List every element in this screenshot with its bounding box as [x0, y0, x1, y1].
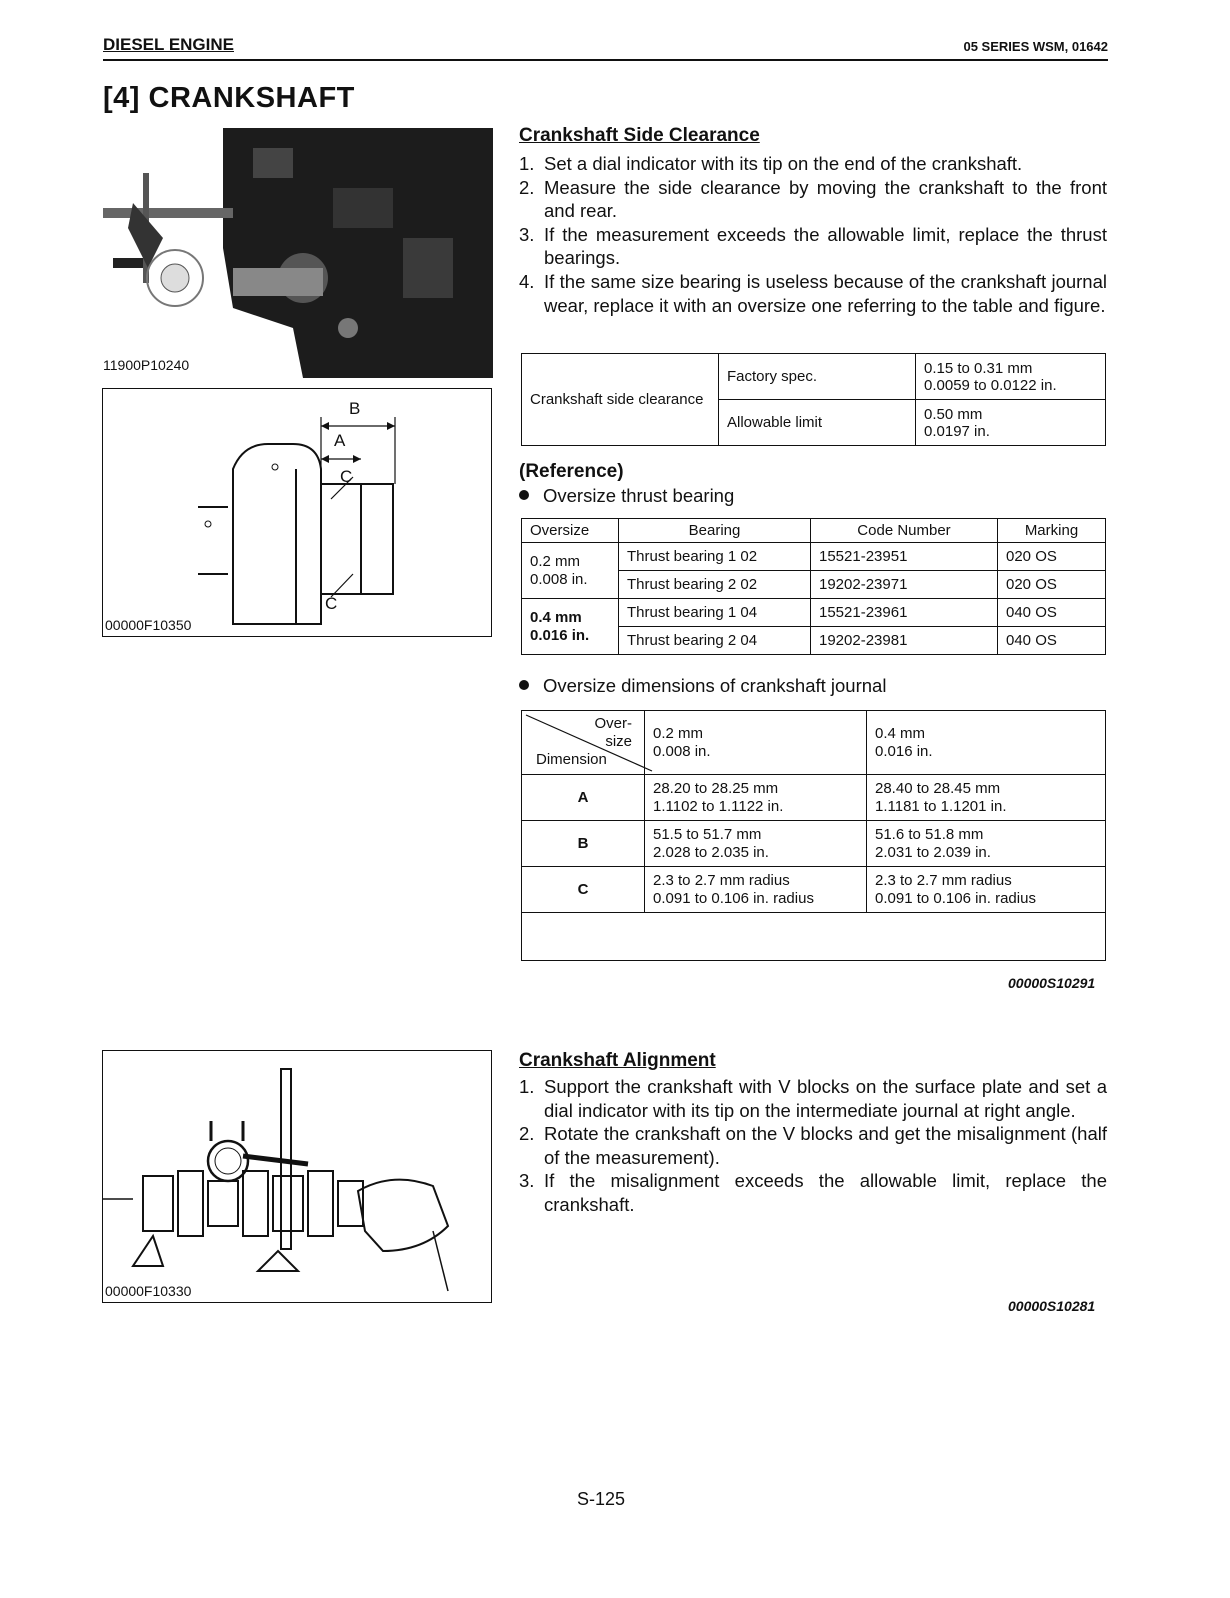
figure-code-diagram1: 00000F10350 [105, 617, 192, 633]
bullet-dot [519, 490, 529, 500]
dim-cell: 51.6 to 51.8 mm 2.031 to 2.039 in. [867, 821, 1106, 867]
list-item: 1. Support the crankshaft with V blocks on the surface plate and set a dial indicator with its tip on the intermediate journal at right angle. [519, 1076, 1107, 1121]
marking-cell: 040 OS [998, 599, 1106, 627]
col-header-bearing: Bearing [619, 519, 811, 543]
col-header-0-2mm: 0.2 mm 0.008 in. [645, 711, 867, 775]
side-clearance-steps [519, 152, 1107, 317]
list-item: 3. If the measurement exceeds the allowable limit, replace the thrust bearings. [519, 223, 1107, 269]
table-row-empty [522, 913, 1106, 961]
bullet-dot [519, 680, 529, 690]
dim-label-b: B [349, 399, 361, 418]
marking-cell: 040 OS [998, 627, 1106, 655]
oversize-cell: 0.4 mm 0.016 in. [522, 599, 619, 655]
row-label: B [522, 821, 645, 867]
bearing-cell: Thrust bearing 1 04 [619, 599, 811, 627]
dim-cell: 28.20 to 28.25 mm 1.1102 to 1.1122 in. [645, 775, 867, 821]
dim-cell: 2.3 to 2.7 mm radius 0.091 to 0.106 in. radius [645, 867, 867, 913]
alignment-steps [519, 1075, 1107, 1217]
dim-cell: 28.40 to 28.45 mm 1.1181 to 1.1201 in. [867, 775, 1106, 821]
bullet-oversize-journal: Oversize dimensions of crankshaft journal [519, 675, 886, 697]
spec-item: Crankshaft side clearance [522, 354, 719, 446]
page-number: S-125 [577, 1489, 626, 1509]
dim-label-a: A [334, 431, 346, 450]
photo-side-clearance [103, 128, 493, 378]
diagram-crank-dimensions [102, 388, 492, 637]
diagram-alignment [102, 1050, 492, 1303]
oversize-cell: 0.2 mm 0.008 in. [522, 543, 619, 599]
bullet-oversize-thrust: Oversize thrust bearing [519, 485, 734, 507]
figure-code-diagram2: 00000F10330 [105, 1283, 192, 1299]
engine-block-photo [103, 128, 493, 378]
list-item: 4. If the same size bearing is useless because of the crankshaft journal wear, replace it with an oversize one referring to the table and figure. [519, 270, 1107, 316]
code-cell: 19202-23981 [811, 627, 998, 655]
table-row [522, 599, 1106, 627]
allowable-limit-value: 0.50 mm 0.0197 in. [916, 400, 1106, 446]
marking-cell: 020 OS [998, 571, 1106, 599]
row-label: A [522, 775, 645, 821]
list-item: 1. Set a dial indicator with its tip on the end of the crankshaft. [519, 153, 1023, 174]
dim-cell: 2.3 to 2.7 mm radius 0.091 to 0.106 in. radius [867, 867, 1106, 913]
allowable-limit-label: Allowable limit [719, 400, 916, 446]
page-header [103, 35, 1108, 61]
list-item: 2. Rotate the crankshaft on the V blocks and get the misalignment (half of the measurement). [519, 1123, 1107, 1168]
factory-spec-value: 0.15 to 0.31 mm 0.0059 to 0.0122 in. [916, 354, 1106, 400]
corner-cell: Over- size Dimension [522, 711, 645, 775]
alignment-drawing [103, 1051, 491, 1302]
table-row [522, 821, 1106, 867]
bearing-cell: Thrust bearing 2 04 [619, 627, 811, 655]
list-item: 2. Measure the side clearance by moving the crankshaft to the front and rear. [519, 176, 1107, 222]
reference-heading: (Reference) [519, 461, 624, 482]
dim-label-c-top: C [340, 467, 353, 486]
header-left: DIESEL ENGINE [103, 35, 234, 54]
factory-spec-label: Factory spec. [719, 354, 916, 400]
side-clearance-spec-table [521, 353, 1106, 446]
crankshaft-dimension-drawing [103, 389, 491, 636]
row-label: C [522, 867, 645, 913]
section-title-side-clearance: Crankshaft Side Clearance [519, 125, 760, 146]
bearing-cell: Thrust bearing 1 02 [619, 543, 811, 571]
figure-code-photo1: 11900P10240 [103, 357, 190, 373]
col-header-code: Code Number [811, 519, 998, 543]
section-title-alignment: Crankshaft Alignment [519, 1050, 716, 1071]
code-cell: 19202-23971 [811, 571, 998, 599]
code-cell: 15521-23961 [811, 599, 998, 627]
journal-dimension-table [521, 710, 1106, 961]
empty-cell [522, 913, 1106, 961]
marking-cell: 020 OS [998, 543, 1106, 571]
table-row [522, 775, 1106, 821]
alignment-code: 00000S10281 [1008, 1298, 1096, 1314]
table-row [522, 867, 1106, 913]
bearing-cell: Thrust bearing 2 02 [619, 571, 811, 599]
table-row [522, 543, 1106, 571]
col-header-marking: Marking [998, 519, 1106, 543]
col-header-oversize: Oversize [522, 519, 619, 543]
list-item: 3. If the misalignment exceeds the allowable limit, replace the crankshaft. [519, 1170, 1107, 1215]
header-right: 05 SERIES WSM, 01642 [963, 39, 1108, 54]
dim-cell: 51.5 to 51.7 mm 2.028 to 2.035 in. [645, 821, 867, 867]
thrust-bearing-table [521, 518, 1106, 655]
reference-code: 00000S10291 [1008, 975, 1096, 991]
code-cell: 15521-23951 [811, 543, 998, 571]
page-title: [4] CRANKSHAFT [103, 82, 355, 114]
col-header-0-4mm: 0.4 mm 0.016 in. [867, 711, 1106, 775]
dim-label-c-bottom: C [325, 594, 338, 613]
